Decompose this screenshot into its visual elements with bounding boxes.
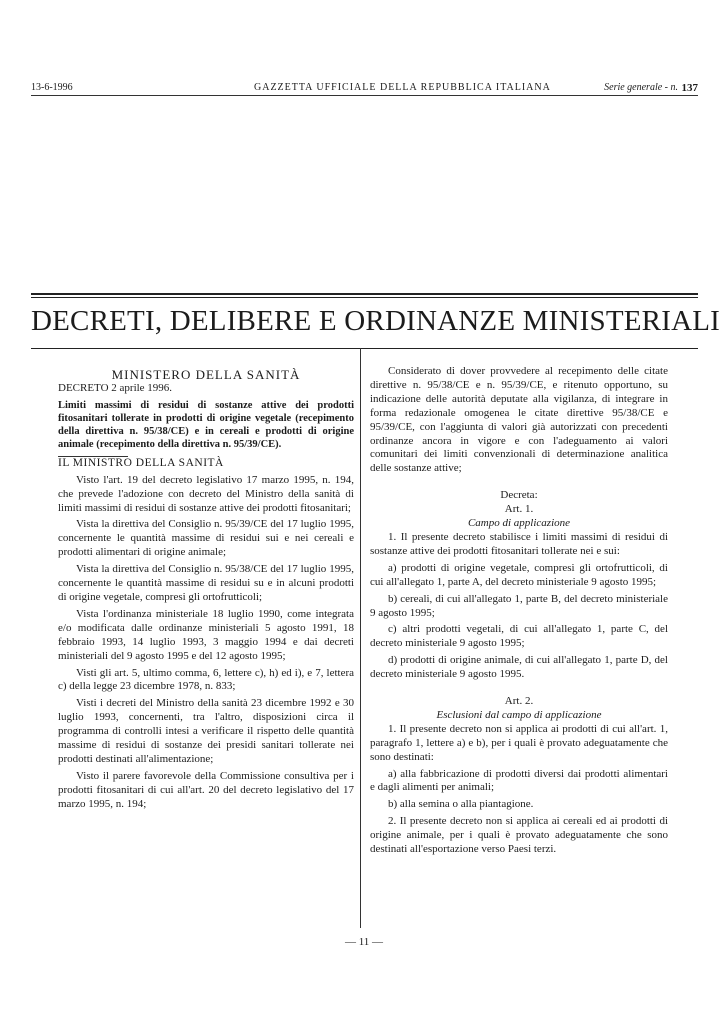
article-1-item-d: d) prodotti di origine animale, di cui all'allegato 1, parte D, del decreto ministeriale 9 agosto 1995. [370,654,668,681]
recital-paragraph: Vista la direttiva del Consiglio n. 95/38/CE del 17 luglio 1995, concernente le quantità massime di residui su e in alcuni prodotti di origine vegetale, compresi gli ortofrutticoli; [58,563,354,603]
article-1-title: Art. 1. [504,503,534,516]
ministry-name: MINISTERO DELLA SANITÀ [111,367,301,382]
section-top-rule-thin [31,297,698,298]
article-2-subtitle: Esclusioni dal campo di applicazione [436,708,602,721]
recital-paragraph: Vista l'ordinanza ministeriale 18 luglio 1990, come integrata e/o modificata dalle ordinanze ministeriali 5 agosto 1991, 18 febbraio 1993, 14 luglio 1993, 3 maggio 1994 e dai decreti ministeriali del 9 agosto 1995 e del 12 agosto 1995; [58,607,354,662]
article-1-paragraph: 1. Il presente decreto stabilisce i limiti massimi di residui di sostanze attive dei prodotti fitosanitari tollerate nei e sui: [370,530,668,557]
recital-paragraph: Visto il parere favorevole della Commissione consultiva per i prodotti fitosanitari di cui all'art. 20 del decreto legislativo del 17 marzo 1995, n. 194; [58,769,354,810]
header-series: Serie generale - n. [604,82,678,93]
article-2-title: Art. 2. [504,695,534,708]
article-1-item-b: b) cereali, di cui all'allegato 1, parte B, del decreto ministeriale 9 agosto 1995; [370,592,668,619]
article-2-item-b: b) alla semina o alla piantagione. [388,798,534,811]
section-bottom-rule [31,348,698,349]
article-1-subtitle: Campo di applicazione [467,517,571,530]
minister-heading: IL MINISTRO DELLA SANITÀ [58,456,224,469]
header-date: 13-6-1996 [31,82,73,93]
decreta-label: Decreta: [500,489,538,502]
column-divider [360,348,361,928]
section-title: DECRETI, DELIBERE E ORDINANZE MINISTERIALI [31,305,720,337]
article-1-item-a: a) prodotti di origine vegetale, compresi gli ortofrutticoli, di cui all'allegato 1, parte A, del decreto ministeriale 9 agosto 1995; [370,561,668,588]
article-2-item-a: a) alla fabbricazione di prodotti diversi dai prodotti alimentari e dagli alimenti per animali; [370,767,668,794]
recital-paragraph: Visti i decreti del Ministro della sanità 23 dicembre 1992 e 30 luglio 1993, concernenti, tra l'altro, disposizioni circa il programma di controlli intesi a verificare il rispetto delle quantità massime di residui di sostanze dei presidi sanitari tollerate nei prodotti destinati all'alimentazione; [58,697,354,765]
header-rule [31,95,698,96]
recital-paragraph: Visti gli art. 5, ultimo comma, 6, lettere c), h) ed i), e 7, lettera c) della legge 23 dicembre 1978, n. 833; [58,666,354,693]
article-2-paragraph-1: 1. Il presente decreto non si applica ai prodotti di cui all'art. 1, paragrafo 1, lettere a) e b), per i quali è provato adeguatamente che sono destinati: [370,722,668,763]
right-column [370,365,668,860]
recital-paragraph: Visto l'art. 19 del decreto legislativo 17 marzo 1995, n. 194, che prevede l'adozione con decreto del Ministro della sanità di limiti massimi di residui di sostanze attive dei prodotti fitosanitari; [58,473,354,514]
decreto-headnote: Limiti massimi di residui di sostanze attive dei prodotti fitosanitari tollerate in prodotti di origine vegetale (recepimento della direttiva n. 95/38/CE) e in cereali e prodotti di origine animale (recepimento della direttiva n. 95/39/CE). [58,399,354,450]
header-page-number: 137 [681,82,698,94]
article-2-paragraph-2: 2. Il presente decreto non si applica ai cereali ed ai prodotti di origine animale, per i quali è provato adeguatamente che sono destinati all'esportazione verso Paesi terzi. [370,815,668,856]
left-column [58,368,354,815]
recital-paragraph: Vista la direttiva del Consiglio n. 95/39/CE del 17 luglio 1995, concernente le quantità massime di residui sui e nei cereali e prodotti alimentari di origine animale; [58,518,354,559]
page-footer-marker: — 11 — [344,936,384,948]
section-top-rule [31,293,698,295]
header-publication: GAZZETTA UFFICIALE DELLA REPUBBLICA ITALIANA [254,82,551,93]
decreto-label: DECRETO 2 aprile 1996. [58,381,173,394]
considerato-paragraph: Considerato di dover provvedere al recepimento delle citate direttive n. 95/38/CE e n. 95/39/CE, e ritenuto opportuno, su indicazione delle autorità deputate alla vigilanza, di integrare in forma redazionale omogenea le citate direttive 95/38/CE e 95/39/CE, con l'aggiunta di valori già autorizzati con precedenti ordinanze ancora in vigore e con l'adeguamento ai valori comunitari dei limiti convenzionali di determinazione analitica delle sostanze attive; [370,365,668,475]
article-1-item-c: c) altri prodotti vegetali, di cui all'allegato 1, parte C, del decreto ministeriale 9 agosto 1995; [370,623,668,650]
